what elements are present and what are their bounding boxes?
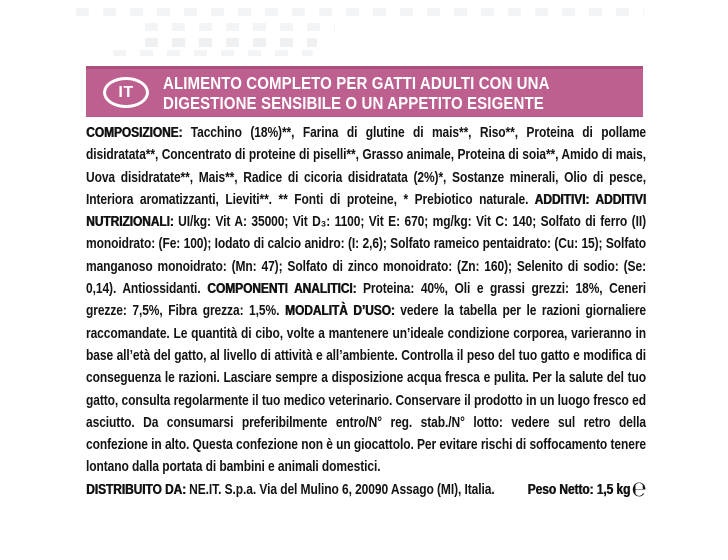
net-weight-label: Peso Netto: 1,5 kg — [527, 480, 631, 498]
additives-heading: ADDITIVI: ADDITIVI NUTRIZIONALI: — [86, 190, 646, 231]
language-badge-it — [103, 77, 149, 108]
band-title-line1: ALIMENTO COMPLETO PER GATTI ADULTI CON UNA — [163, 72, 550, 93]
composition-heading: COMPOSIZIONE: — [86, 124, 183, 141]
language-badge-label: IT — [118, 83, 134, 101]
analytical-components-heading: COMPONENTI ANALITICI: — [207, 280, 357, 298]
net-weight — [527, 476, 646, 501]
ghost-print-row — [76, 8, 644, 16]
band-title-line2: DIGESTIONE SENSIBILE O UN APPETITO ESIGENTE — [163, 92, 544, 113]
usage-heading: MODALITÀ D’USO: — [284, 302, 395, 320]
distributor-line — [86, 479, 495, 501]
estimated-sign-icon: ℮ — [631, 476, 646, 501]
analytical-components-text: Proteina: 40%, Oli e grassi grezzi: 18%, Ceneri grezze: 7,5%, Fibra grezza: 1,5%. — [86, 280, 646, 320]
ghost-print-row — [145, 23, 335, 31]
language-band — [86, 66, 643, 117]
distributor-heading: DISTRIBUITO DA: — [86, 480, 186, 498]
ghost-print-row — [113, 50, 313, 56]
footer-row — [86, 476, 646, 501]
label-body-text — [86, 122, 646, 501]
label-body — [86, 122, 647, 501]
composition-paragraph — [86, 122, 646, 479]
band-title — [163, 73, 576, 113]
composition-text: Tacchino (18%)**, Farina di glutine di mais**, Riso**, Proteina di pollame disidratata**, Concentrato di proteine di piselli**, Grasso animale, Proteina di soia**, Amido di mais, Uova disidratate**, Mais**, Radice di cicoria disidratata (2%)*, Sostanze minerali, Olio di pesce, Interiora aromatizzanti, Lieviti**. ** Fonti di proteine, * Prebiotico naturale. — [86, 124, 647, 208]
distributor-text: NE.IT. S.p.a. Via del Mulino 6, 20090 Assago (MI), Italia. — [185, 480, 495, 498]
ghost-print-row — [145, 38, 317, 47]
additives-text: UI/kg: Vit A: 35000; Vit D₃: 1100; Vit E: 670; mg/kg: Vit C: 140; Solfato di ferro (II) monoidrato: (Fe: 100); Iodato di calcio anidro: (I: 2,6); Solfato rameico pentaidrato: (Cu: 15); Solfato manganoso monoidrato: (Mn: 47); Solfato di zinco monoidrato: (Zn: 160); Selenito di sodio: (Se: 0,14). Antiossidanti. — [86, 213, 647, 298]
usage-text: vedere la tabella per le razioni giornaliere raccomandate. Le quantità di cibo, volte a mantenere un’ideale condizione corporea, varieranno in base all’età del gatto, al livello di attività e all’ambiente. Controlla il peso del tuo gatto e modifica di conseguenza le razioni. Lasciare sempre a disposizione acqua fresca e pulita. Per la salute del tuo gatto, consulta regolarmente il tuo medico veterinario. Conservare il prodotto in un luogo fresco ed asciutto. Da consumarsi preferibilmente entro/N° reg. stab./N° lotto: vedere sul retro della confezione in alto. Questa confezione non è un giocattolo. Per evitare rischi di soffocamento tenere lontano dalla portata di bambini e animali domestici. — [86, 302, 646, 476]
